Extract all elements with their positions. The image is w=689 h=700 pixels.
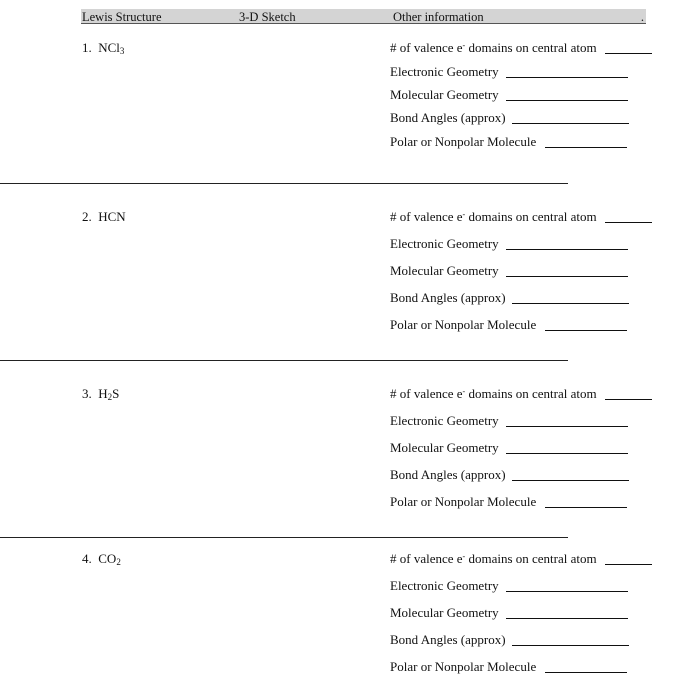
field-label-text: Polar or Nonpolar Molecule — [390, 317, 537, 332]
electron-charge-superscript: - — [462, 387, 466, 396]
molecular-geometry-field-label — [390, 605, 499, 621]
electron-charge-superscript: - — [462, 41, 466, 50]
valence-domains-field-answer-blank[interactable] — [605, 53, 652, 54]
field-label-text: Polar or Nonpolar Molecule — [390, 134, 537, 149]
field-label-text: Molecular Geometry — [390, 605, 499, 620]
field-label-text: # of valence e — [390, 209, 463, 224]
polarity-field-label — [390, 659, 536, 675]
section-divider — [0, 183, 568, 184]
field-label-text: Molecular Geometry — [390, 263, 499, 278]
bond-angles-field-answer-blank[interactable] — [512, 480, 629, 481]
header-trailing-period: . — [640, 10, 644, 24]
field-label-suffix: domains on central atom — [465, 40, 597, 55]
field-label-text: Polar or Nonpolar Molecule — [390, 494, 537, 509]
molecular-geometry-field-label — [390, 440, 499, 456]
column-header-bar — [81, 9, 646, 24]
field-label-suffix: domains on central atom — [465, 209, 597, 224]
formula-main: CO — [98, 551, 117, 566]
field-label-text: Electronic Geometry — [390, 578, 499, 593]
bond-angles-field-label — [390, 110, 506, 126]
formula-main: NCl — [98, 40, 120, 55]
polarity-field-label — [390, 317, 536, 333]
formula-main: HCN — [98, 209, 126, 224]
field-label-suffix: domains on central atom — [465, 386, 597, 401]
polarity-field-answer-blank[interactable] — [545, 672, 627, 673]
valence-domains-field-label — [390, 551, 597, 567]
question-number: 4. — [82, 551, 92, 566]
polarity-field-label — [390, 134, 536, 150]
electronic-geometry-field-label — [390, 236, 499, 252]
field-label-text: Bond Angles (approx) — [390, 110, 506, 125]
molecular-geometry-field-answer-blank[interactable] — [506, 276, 628, 277]
electronic-geometry-field-label — [390, 413, 499, 429]
header-3d-sketch: 3-D Sketch — [239, 10, 296, 24]
formula-tail: S — [112, 386, 120, 401]
field-label-suffix: domains on central atom — [465, 551, 597, 566]
field-label-text: Electronic Geometry — [390, 64, 499, 79]
field-label-text: Electronic Geometry — [390, 236, 499, 251]
header-lewis-structure: Lewis Structure — [82, 10, 162, 24]
valence-domains-field-label — [390, 209, 597, 225]
field-label-text: # of valence e — [390, 551, 463, 566]
field-label-text: # of valence e — [390, 386, 463, 401]
electronic-geometry-field-answer-blank[interactable] — [506, 77, 628, 78]
valence-domains-field-answer-blank[interactable] — [605, 222, 652, 223]
valence-domains-field-label — [390, 386, 597, 402]
molecular-geometry-field-answer-blank[interactable] — [506, 618, 628, 619]
formula-subscript: 2 — [107, 392, 113, 402]
section-divider — [0, 360, 568, 361]
bond-angles-field-answer-blank[interactable] — [512, 303, 629, 304]
question-number: 3. — [82, 386, 92, 401]
field-label-text: Bond Angles (approx) — [390, 290, 506, 305]
electron-charge-superscript: - — [462, 552, 466, 561]
field-label-text: # of valence e — [390, 40, 463, 55]
molecule-label — [82, 551, 121, 567]
field-label-text: Polar or Nonpolar Molecule — [390, 659, 537, 674]
polarity-field-answer-blank[interactable] — [545, 507, 627, 508]
valence-domains-field-answer-blank[interactable] — [605, 399, 652, 400]
formula-subscript: 2 — [116, 557, 121, 567]
molecule-label — [82, 40, 124, 56]
electronic-geometry-field-answer-blank[interactable] — [506, 426, 628, 427]
polarity-field-answer-blank[interactable] — [545, 330, 627, 331]
molecular-geometry-field-label — [390, 263, 499, 279]
field-label-text: Electronic Geometry — [390, 413, 499, 428]
molecule-label — [82, 386, 119, 402]
electronic-geometry-field-label — [390, 64, 499, 80]
molecular-geometry-field-answer-blank[interactable] — [506, 100, 628, 101]
formula-subscript: 3 — [119, 46, 125, 56]
field-label-text: Molecular Geometry — [390, 440, 499, 455]
bond-angles-field-label — [390, 290, 506, 306]
molecule-label — [82, 209, 126, 225]
bond-angles-field-answer-blank[interactable] — [512, 645, 629, 646]
electron-charge-superscript: - — [462, 210, 466, 219]
molecular-geometry-field-answer-blank[interactable] — [506, 453, 628, 454]
electronic-geometry-field-answer-blank[interactable] — [506, 249, 628, 250]
molecular-geometry-field-label — [390, 87, 499, 103]
polarity-field-answer-blank[interactable] — [545, 147, 627, 148]
valence-domains-field-label — [390, 40, 597, 56]
bond-angles-field-label — [390, 467, 506, 483]
header-other-information: Other information — [393, 10, 484, 24]
field-label-text: Bond Angles (approx) — [390, 632, 506, 647]
bond-angles-field-answer-blank[interactable] — [512, 123, 629, 124]
electronic-geometry-field-label — [390, 578, 499, 594]
bond-angles-field-label — [390, 632, 506, 648]
question-number: 2. — [82, 209, 92, 224]
valence-domains-field-answer-blank[interactable] — [605, 564, 652, 565]
question-number: 1. — [82, 40, 92, 55]
formula-main: H — [98, 386, 108, 401]
section-divider — [0, 537, 568, 538]
polarity-field-label — [390, 494, 536, 510]
electronic-geometry-field-answer-blank[interactable] — [506, 591, 628, 592]
field-label-text: Molecular Geometry — [390, 87, 499, 102]
field-label-text: Bond Angles (approx) — [390, 467, 506, 482]
